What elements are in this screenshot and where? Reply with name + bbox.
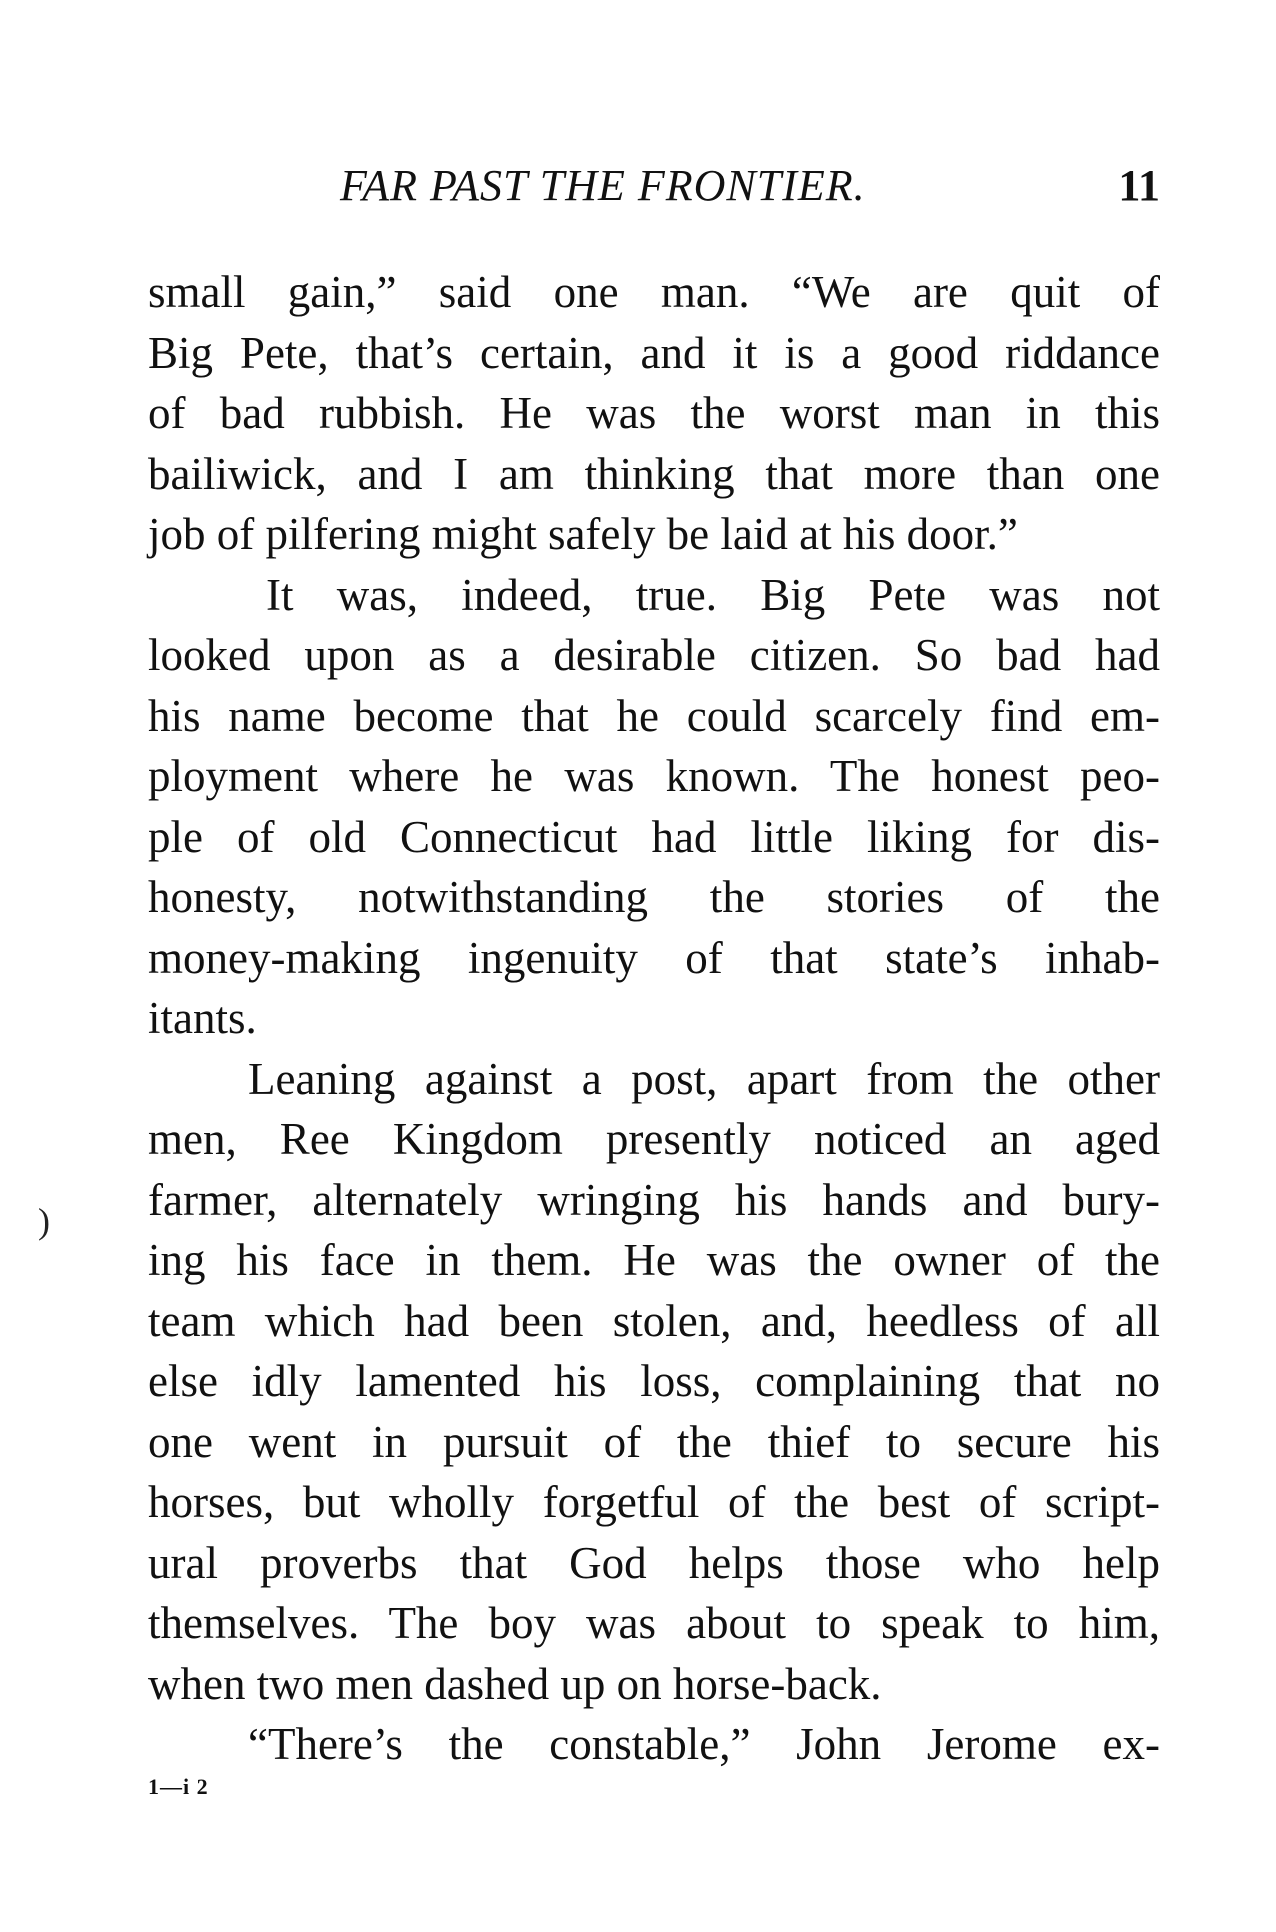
text-line: ple of old Connecticut had little liking for dis- xyxy=(148,811,1160,862)
text-line: honesty, notwithstanding the stories of the xyxy=(148,872,1160,922)
text-line: horses, but wholly forgetful of the best of script- xyxy=(148,1477,1160,1527)
text-line: money-making ingenuity of that state’s inhab- xyxy=(148,932,1160,983)
text-line: “There’s the constable,” John Jerome ex- xyxy=(248,1719,1160,1769)
margin-mark: ) xyxy=(38,1201,50,1241)
text-line: It was, indeed, true. Big Pete was not xyxy=(266,569,1160,620)
text-line: farmer, alternately wringing his hands and bury- xyxy=(148,1174,1160,1225)
page-number: 11 xyxy=(1118,161,1160,210)
text-line: ural proverbs that God helps those who help xyxy=(148,1537,1160,1588)
text-line: themselves. The boy was about to speak to him, xyxy=(148,1598,1160,1648)
text-line: of bad rubbish. He was the worst man in this xyxy=(148,388,1160,438)
signature-mark: 1—i 2 xyxy=(148,1774,209,1799)
text-line: men, Ree Kingdom presently noticed an aged xyxy=(148,1114,1160,1164)
text-line: job of pilfering might safely be laid at his door.” xyxy=(148,509,1018,559)
running-head xyxy=(150,160,1160,216)
text-line: itants. xyxy=(148,993,257,1043)
text-line: small gain,” said one man. “We are quit of xyxy=(148,267,1160,317)
text-line: one went in pursuit of the thief to secure his xyxy=(148,1416,1160,1467)
running-title: FAR PAST THE FRONTIER. xyxy=(340,161,866,210)
text-line: when two men dashed up on horse-back. xyxy=(148,1658,882,1709)
text-line: team which had been stolen, and, heedless of all xyxy=(148,1295,1160,1346)
body-text xyxy=(148,262,1160,1775)
text-line: Big Pete, that’s certain, and it is a good riddance xyxy=(148,327,1160,378)
text-line: ing his face in them. He was the owner of the xyxy=(148,1235,1160,1285)
text-line: Leaning against a post, apart from the other xyxy=(248,1053,1160,1104)
text-line: bailiwick, and I am thinking that more than one xyxy=(148,448,1160,499)
text-line: looked upon as a desirable citizen. So bad had xyxy=(148,630,1160,680)
text-line: else idly lamented his loss, complaining that no xyxy=(148,1356,1160,1406)
text-line: his name become that he could scarcely find em- xyxy=(148,690,1160,741)
text-line: ployment where he was known. The honest peo- xyxy=(148,751,1160,801)
